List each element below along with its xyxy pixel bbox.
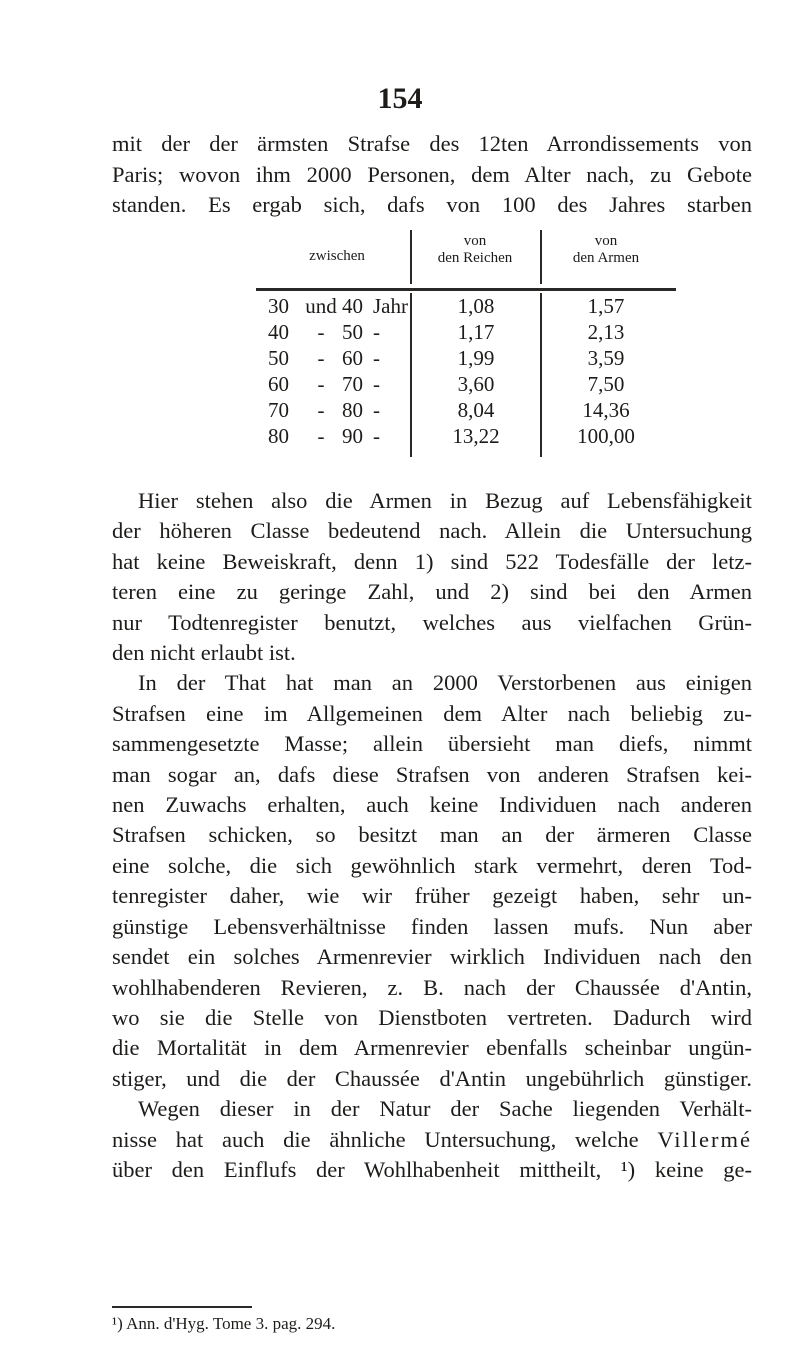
age-separator: - [317, 398, 325, 422]
text-line: günstige Lebensverhältnisse finden lassen mufs. Nun aber [112, 913, 752, 939]
text-line: die Mortalität in dem Armenrevier ebenfalls scheinbar ungün- [112, 1035, 752, 1061]
header-age-range: zwischen [309, 248, 365, 264]
text-line: nen Zuwachs erhalten, auch keine Individuen nach anderen [112, 792, 752, 818]
text-line: wo sie die Stelle von Dienstboten vertreten. Dadurch wird [112, 1004, 752, 1030]
text-line: standen. Es ergab sich, dafs von 100 des Jahres starben [112, 192, 752, 217]
column-divider [410, 230, 412, 284]
rich-value: 1,08 [457, 294, 495, 318]
table-row [262, 372, 672, 397]
age-unit: - [373, 372, 380, 396]
header-rich-line1: von [463, 233, 487, 249]
age-to: 70 [342, 372, 363, 396]
author-name: Villermé [657, 1126, 753, 1152]
poor-value: 3,59 [587, 346, 625, 370]
age-unit: - [373, 320, 380, 344]
text-line: mit der der ärmsten Strafse des 12ten Arrondissements von [112, 131, 752, 156]
text-line: tenregister daher, wie wir früher gezeigt haben, sehr un- [112, 883, 752, 909]
text-line: Strafsen schicken, so besitzt man an der ärmeren Classe [112, 822, 752, 848]
table-row [262, 398, 672, 423]
text-line: sendet ein solches Armenrevier wirklich Individuen nach den [112, 944, 752, 970]
footnote: ¹) Ann. d'Hyg. Tome 3. pag. 294. [112, 1314, 336, 1333]
text-line: Hier stehen also die Armen in Bezug auf Lebensfähigkeit [138, 488, 752, 513]
age-from: 50 [268, 346, 289, 370]
text-line: sammengesetzte Masse; allein übersieht man diefs, nimmt [112, 731, 752, 757]
text-line [112, 1125, 752, 1155]
poor-value: 1,57 [587, 294, 625, 318]
header-rich-line2: den Reichen [437, 250, 513, 266]
age-to: 90 [342, 424, 363, 448]
poor-value: 100,00 [577, 424, 635, 448]
header-rule [256, 288, 676, 291]
intro-paragraph [112, 129, 752, 221]
poor-value: 2,13 [587, 320, 625, 344]
text-line: eine solche, die sich gewöhnlich stark vermehrt, deren Tod- [112, 852, 752, 878]
age-to: 80 [342, 398, 363, 422]
text-line: wohlhabenderen Revieren, z. B. nach der Chaussée d'Antin, [112, 974, 752, 1000]
text-line: nur Todtenregister benutzt, welches aus vielfachen Grün- [112, 609, 752, 635]
page-number: 154 [377, 82, 423, 115]
age-from: 80 [268, 424, 289, 448]
age-to: 60 [342, 346, 363, 370]
age-separator: - [317, 372, 325, 396]
age-separator: - [317, 320, 325, 344]
age-separator: - [317, 424, 325, 448]
text-line: den nicht erlaubt ist. [112, 640, 296, 666]
text-line: stiger, und die der Chaussée d'Antin ungebührlich günstiger. [112, 1065, 752, 1091]
rich-value: 1,99 [457, 346, 495, 370]
age-from: 60 [268, 372, 289, 396]
age-from: 40 [268, 320, 289, 344]
table-row [262, 424, 672, 449]
rich-value: 13,22 [452, 424, 500, 448]
text-line: Paris; wovon ihm 2000 Personen, dem Alter nach, zu Gebote [112, 161, 752, 187]
text-line-part: nisse hat auch die ähnliche Untersuchung, welche [112, 1126, 639, 1152]
age-unit: - [373, 424, 380, 448]
header-rich [410, 233, 540, 267]
age-separator: und [305, 294, 337, 318]
header-poor-line1: von [594, 233, 618, 249]
rich-value: 8,04 [457, 398, 495, 422]
text-line: man sogar an, dafs diese Strafsen von anderen Strafsen kei- [112, 761, 752, 787]
rich-value: 1,17 [457, 320, 495, 344]
body-text [112, 486, 752, 1185]
header-poor [540, 233, 672, 267]
header-poor-line2: den Armen [572, 250, 640, 266]
age-to: 50 [342, 320, 363, 344]
age-unit: - [373, 398, 380, 422]
text-line: teren eine zu geringe Zahl, und 2) sind bei den Armen [112, 579, 752, 605]
table-row [262, 320, 672, 345]
age-to: 40 [342, 294, 363, 318]
text-line: hat keine Beweiskraft, denn 1) sind 522 Todesfälle der letz- [112, 548, 752, 574]
poor-value: 7,50 [587, 372, 625, 396]
column-divider [540, 230, 542, 284]
age-unit: - [373, 346, 380, 370]
age-separator: - [317, 346, 325, 370]
table-header [262, 230, 672, 282]
age-from: 70 [268, 398, 289, 422]
text-line: Strafsen eine im Allgemeinen dem Alter nach beliebig zu- [112, 700, 752, 726]
footnote-rule [112, 1306, 252, 1308]
text-line: der höheren Classe bedeutend nach. Allein die Untersuchung [112, 518, 752, 544]
rich-value: 3,60 [457, 372, 495, 396]
poor-value: 14,36 [582, 398, 630, 422]
age-from: 30 [268, 294, 289, 318]
table-row [262, 346, 672, 371]
text-line: Wegen dieser in der Natur der Sache liegenden Verhält- [138, 1096, 752, 1122]
text-line: über den Einflufs der Wohlhabenheit mittheilt, ¹) keine ge- [112, 1156, 752, 1182]
age-unit: Jahr [373, 294, 408, 318]
table-row [262, 294, 672, 319]
text-line: In der That hat man an 2000 Verstorbenen aus einigen [138, 670, 752, 696]
